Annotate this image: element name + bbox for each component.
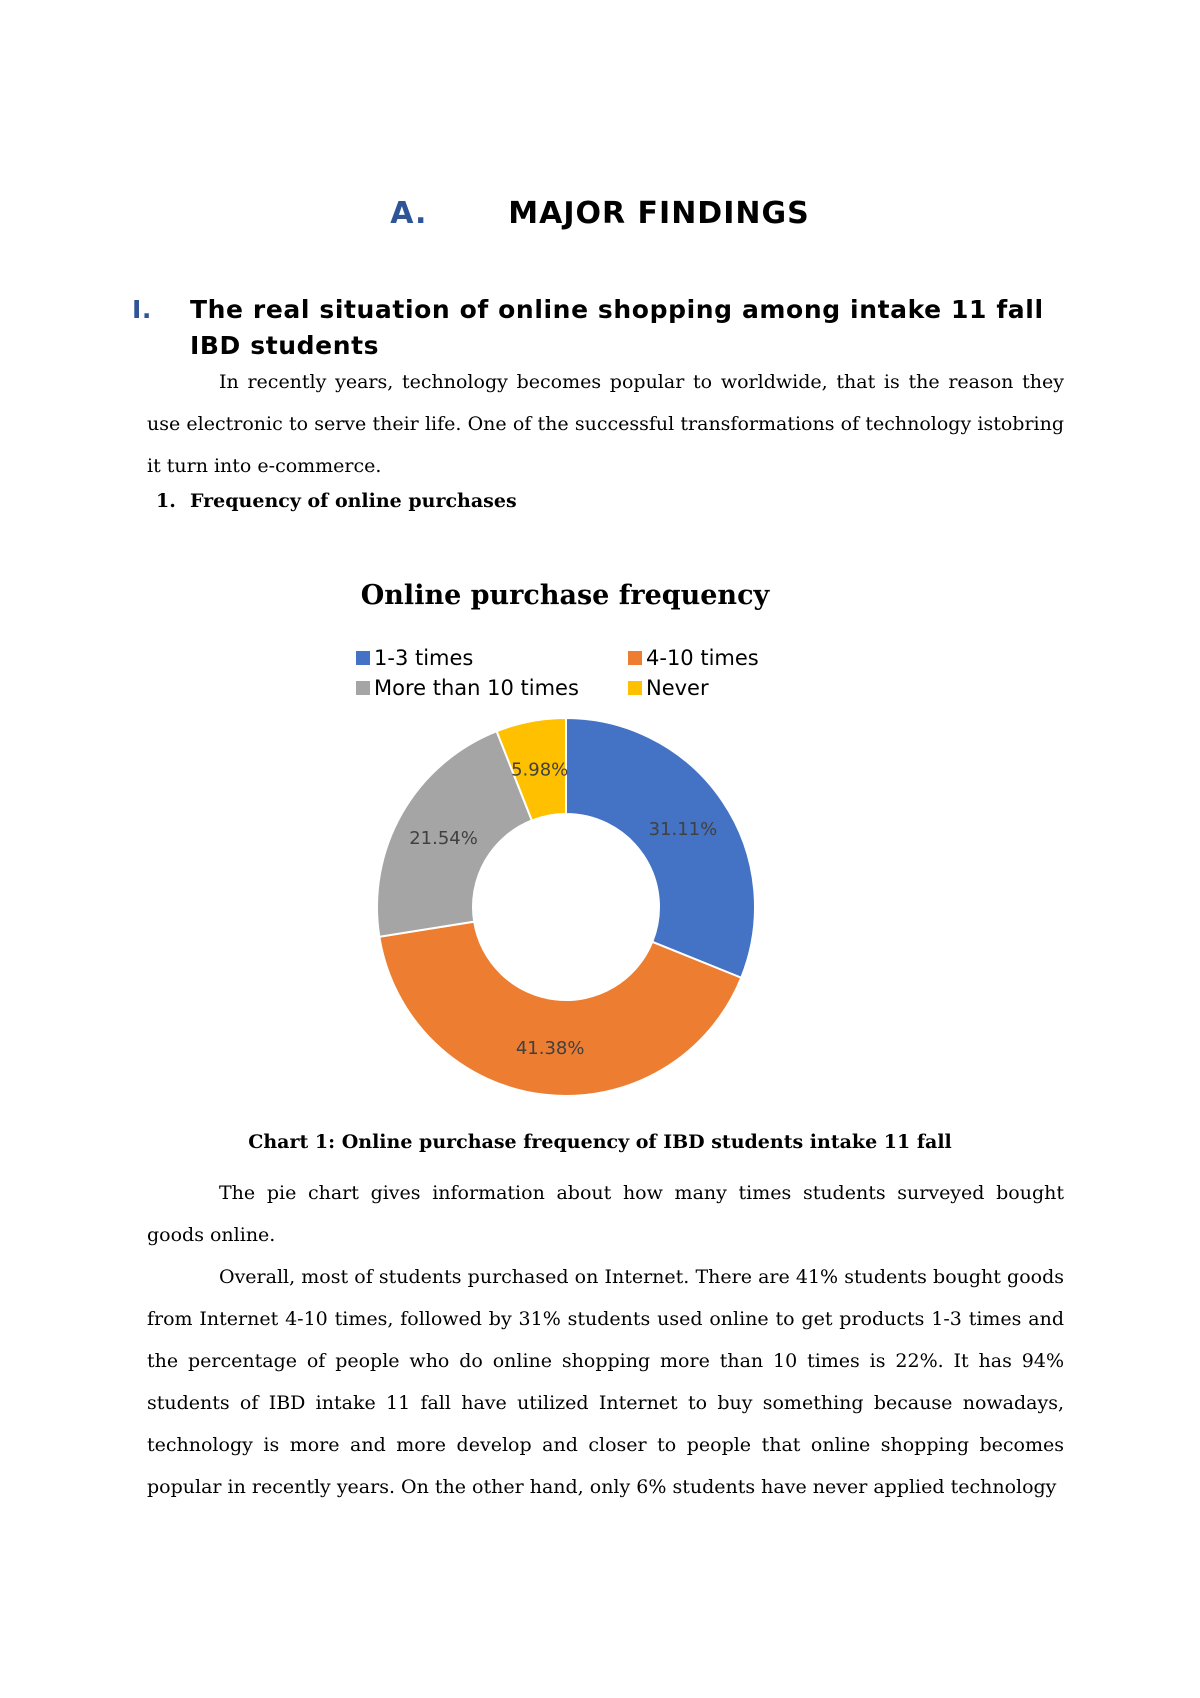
intro-paragraph-text: In recently years, technology becomes popular to worldwide, that is the reason they use electronic to serve their life. One of the successful transformations of technology istobring it turn into e-commerce.: [147, 371, 1064, 477]
section-marker-a: A.: [390, 196, 428, 231]
donut-data-label: 41.38%: [515, 1038, 585, 1060]
overall-paragraph: [147, 1256, 1064, 1508]
legend-label: 4-10 times: [646, 646, 759, 670]
pie-description-paragraph: [147, 1172, 1064, 1256]
section-title-i: The real situation of online shopping among intake 11 fall IBD students: [190, 295, 1044, 360]
legend-label: 1-3 times: [374, 646, 474, 670]
donut-data-label: 5.98%: [511, 759, 569, 781]
donut-data-label: 31.11%: [648, 819, 718, 841]
subsection-title-1: Frequency of online purchases: [190, 490, 517, 512]
legend-label: Never: [646, 676, 709, 700]
donut-data-label: 21.54%: [409, 828, 478, 850]
pie-description-text: The pie chart gives information about how many times students surveyed bought goods online.: [147, 1182, 1064, 1246]
section-title-a: MAJOR FINDINGS: [508, 196, 810, 231]
overall-paragraph-text: Overall, most of students purchased on Internet. There are 41% students bought goods from Internet 4-10 times, followed by 31% students used online to get products 1-3 times and the percentage of people who do online shopping more than 10 times is 22%. It has 94% students of IBD intake 11 fall have utilized Internet to buy something because nowadays, technology is more and more develop and closer to people that online shopping becomes popular in recently years. On the other hand, only 6% students have never applied technology: [147, 1266, 1064, 1498]
chart-caption: Chart 1: Online purchase frequency of IBD students intake 11 fall: [248, 1131, 952, 1153]
donut-slice: [566, 718, 755, 978]
legend-label: More than 10 times: [374, 676, 579, 700]
subsection-marker-1: 1.: [156, 490, 176, 512]
section-marker-i: I.: [132, 295, 152, 324]
chart-title: Online purchase frequency: [360, 580, 770, 611]
